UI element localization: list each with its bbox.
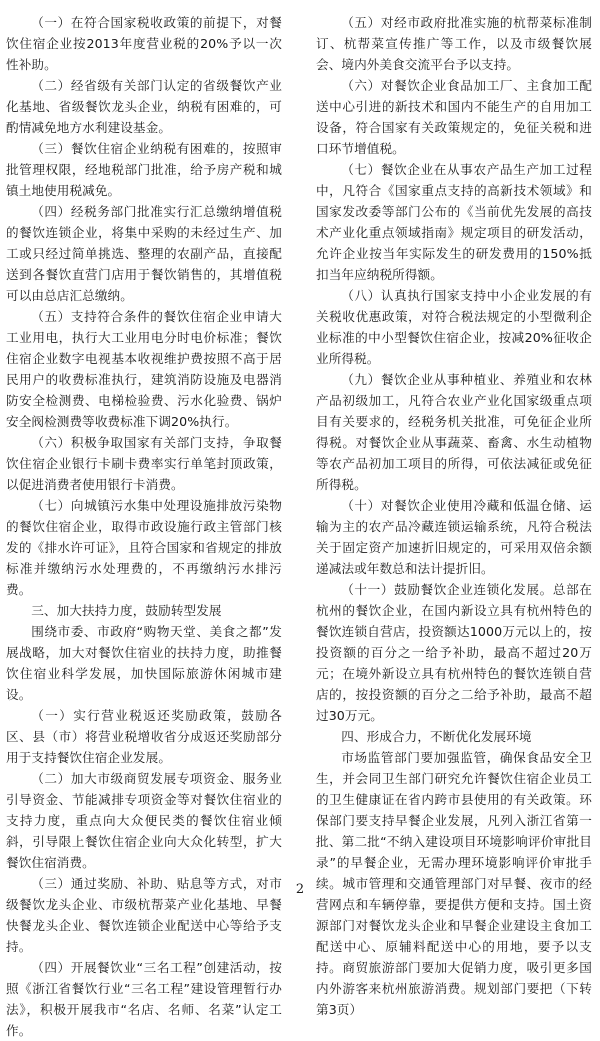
paragraph: （十一）鼓励餐饮企业连锁化发展。总部在杭州的餐饮企业，在国内新设立具有杭州特色的餐饮连锁自营店，投资额达1000万元以上的，按投资额的百分之一给予补助，最高不超过20万元；在境外新设立具有杭州特色的餐饮连锁自营店的，按投资额的百分之二给予补助，最高不超过30万元。 — [316, 582, 592, 723]
paragraph: 市场监管部门要加强监管，确保食品安全卫生，并会同卫生部门研究允许餐饮住宿企业员工的卫生健康证在省内跨市县使用的有关政策。环保部门要支持早餐企业发展，凡列入浙江省第一批、第二批“不纳入建设项目环境影响评价审批目录”的早餐企业，无需办理环境影响评价审批手续。城市管理和交通管理部门对早餐、夜市的经营网点和车辆停靠，要提供方便和支持。国土资源部门对餐饮龙头企业和早餐企业建设主食加工配送中心、原辅料配送中心的用地，要予以支持。商贸旅游部门要加大促销力度，吸引更多国内外游客来杭州旅游消费。规划部门要把（下转第3页） — [316, 750, 592, 1017]
paragraph: （二）经省级有关部门认定的省级餐饮产业化基地、省级餐饮龙头企业，纳税有困难的，可酌情减免地方水利建设基金。 — [6, 78, 282, 135]
paragraph: （五）对经市政府批准实施的杭帮菜标准制订、杭帮菜宣传推广等工作，以及市级餐饮展会、境内外美食交流平台予以支持。 — [316, 15, 592, 72]
section-heading: 四、形成合力，不断优化发展环境 — [341, 729, 532, 744]
paragraph: （五）支持符合条件的餐饮住宿企业申请大工业用电，执行大工业用电分时电价标准；餐饮住宿企业数字电视基本收视维护费按照不高于居民用户的收费标准执行，建筑消防设施及电器消防安全检测费、电梯检验费、污水化验费、锅炉安全阀检测费等收费标准下调20%执行。 — [6, 309, 282, 429]
paragraph: （一）在符合国家税收政策的前提下，对餐饮住宿企业按2013年度营业税的20%予以一次性补助。 — [6, 15, 282, 72]
paragraph: （十）对餐饮企业使用冷藏和低温仓储、运输为主的农产品冷藏连锁运输系统，凡符合税法关于固定资产加速折旧规定的，可采用双倍余额递减法或年数总和法计提折旧。 — [316, 498, 592, 576]
right-column — [316, 12, 592, 1020]
page-number: 2 — [295, 882, 305, 897]
paragraph: （二）加大市级商贸发展专项资金、服务业引导资金、节能减排专项资金等对餐饮住宿业的支持力度，重点向大众便民类的餐饮住宿业倾斜，引导限上餐饮住宿企业向大众化转型，扩大餐饮住宿消费。 — [6, 771, 282, 870]
paragraph: （八）认真执行国家支持中小企业发展的有关税收优惠政策，对符合税法规定的小型微利企业标准的中小型餐饮住宿企业，按减20%征收企业所得税。 — [316, 288, 592, 366]
paragraph: （四）经税务部门批准实行汇总缴纳增值税的餐饮连锁企业，将集中采购的未经过生产、加工或只经过简单挑选、整理的农副产品，直接配送到各餐饮直营门店用于餐饮销售的，其增值税可以由总店汇总缴纳。 — [6, 204, 282, 303]
paragraph: （三）餐饮住宿企业纳税有困难的，按照审批管理权限，经地税部门批准，给予房产税和城镇土地使用税减免。 — [6, 141, 282, 198]
paragraph: （九）餐饮企业从事种植业、养殖业和农林产品初级加工，凡符合农业产业化国家级重点项目有关要求的，经税务机关批准，可免征企业所得税。对餐饮企业从事蔬菜、畜禽、水生动植物等农产品初加工项目的所得，可依法减征或免征所得税。 — [316, 372, 592, 492]
paragraph: （七）向城镇污水集中处理设施排放污染物的餐饮住宿企业，取得市政设施行政主管部门核发的《排水许可证》，且符合国家和省规定的排放标准并缴纳污水处理费的，不再缴纳污水排污费。 — [6, 498, 282, 597]
paragraph: （六）对餐饮企业食品加工厂、主食加工配送中心引进的新技术和国内不能生产的自用加工设备，符合国家有关政策规定的，免征关税和进口环节增值税。 — [316, 78, 592, 156]
section-heading: 三、加大扶持力度，鼓励转型发展 — [31, 603, 222, 618]
paragraph: （三）通过奖励、补助、贴息等方式，对市级餐饮龙头企业、市级杭帮菜产业化基地、早餐快餐龙头企业、餐饮连锁企业配送中心等给予支持。 — [6, 876, 282, 954]
paragraph: 围绕市委、市政府“购物天堂、美食之都”发展战略，加大对餐饮住宿业的扶持力度，助推餐饮住宿业科学发展，加快国际旅游休闲城市建设。 — [6, 624, 282, 702]
paragraph: （四）开展餐饮业“三名工程”创建活动，按照《浙江省餐饮行业“三名工程”建设管理暂行办法》，积极开展我市“名店、名师、名菜”认定工作。 — [6, 960, 282, 1038]
paragraph: （七）餐饮企业在从事农产品生产加工过程中，凡符合《国家重点支持的高新技术领域》和国家发改委等部门公布的《当前优先发展的高技术产业化重点领域指南》规定项目的研发活动，允许企业按当年实际发生的研发费用的150%抵扣当年应纳税所得额。 — [316, 162, 592, 282]
paragraph: （六）积极争取国家有关部门支持，争取餐饮住宿企业银行卡刷卡费率实行单笔封顶政策，以促进消费者使用银行卡消费。 — [6, 435, 282, 492]
paragraph: （一）实行营业税返还奖励政策，鼓励各区、县（市）将营业税增收省分成返还奖励部分用于支持餐饮住宿企业发展。 — [6, 708, 282, 765]
